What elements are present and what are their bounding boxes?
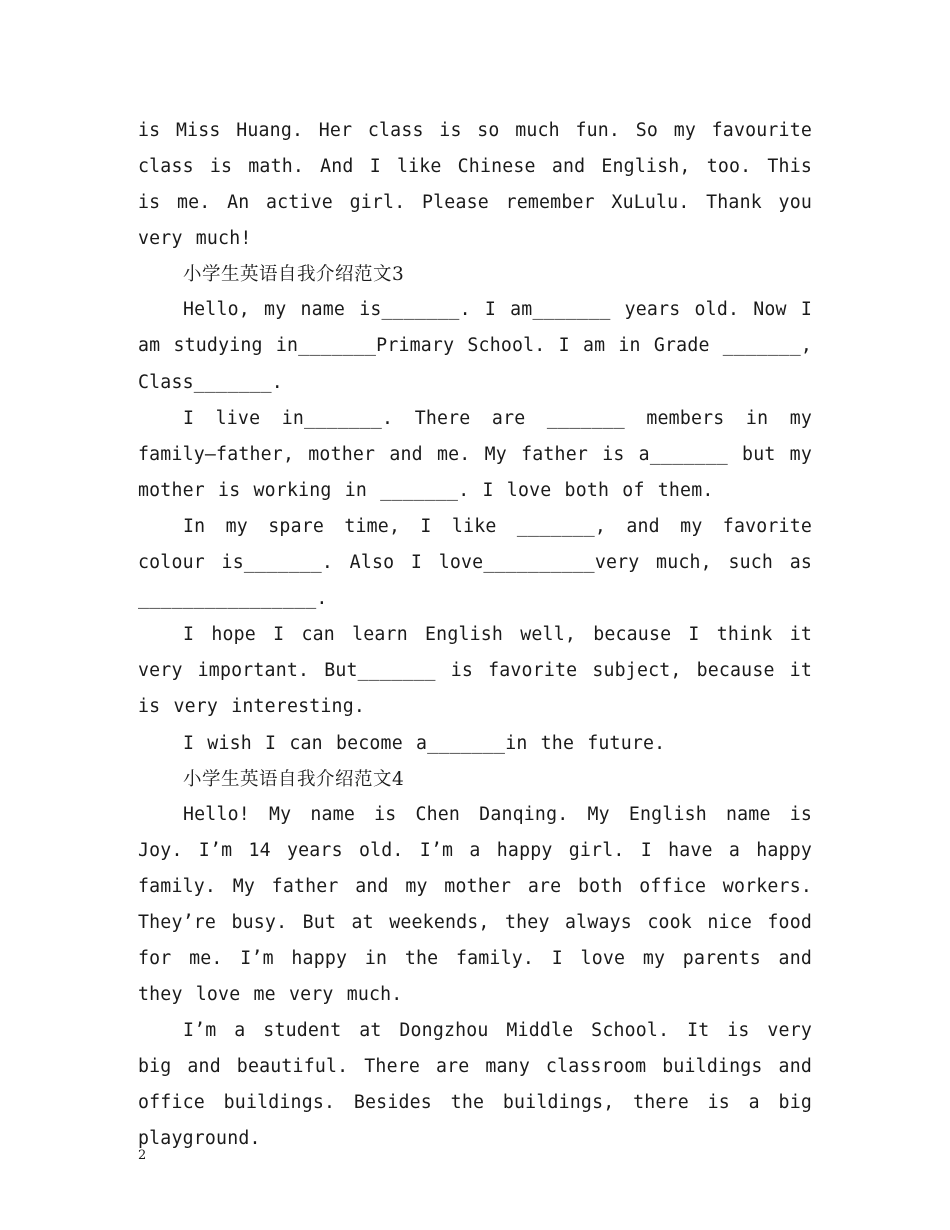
paragraph-joy-school: I’m a student at Dongzhou Middle School. It is very big and beautiful. There are many classroom buildings and office buildings. Besides the buildings, there is a big playground. [138,1020,812,1150]
paragraph-english-template: I hope I can learn English well, because I think it very important. But_______ is favorite subject, because it is very interesting. [138,624,812,718]
section-heading-4: 小学生英语自我介绍范文4 [183,768,405,790]
section-heading-3: 小学生英语自我介绍范文3 [183,264,405,286]
page-number: 2 [138,1148,147,1163]
paragraph-hobby-template: In my spare time, I like _______, and my favorite colour is_______. Also I love__________very much, such as ________________. [138,515,812,610]
paragraph-joy-family: Hello! My name is Chen Danqing. My English name is Joy. I’m 14 years old. I’m a happy girl. I have a happy family. My father and my mother are both office workers. They’re busy. But at weekends, they always cook nice food for me. I’m happy in the family. I love my parents and they love me very much. [138,803,812,1006]
paragraph-intro-template: Hello, my name is_______. I am_______ years old. Now I am studying in_______Primary School. I am in Grade _______, Class_______. [138,299,812,393]
paragraph-future-template: I wish I can become a_______in the future. [183,732,666,754]
paragraph-continuation: is Miss Huang. Her class is so much fun. So my favourite class is math. And I like Chinese and English, too. This is me. An active girl. Please remember XuLulu. Thank you very much! [138,120,812,250]
document-body [138,113,812,1158]
paragraph-family-template: I live in_______. There are _______ members in my family—father, mother and me. My father is a_______ but my mother is working in _______. I love both of them. [138,407,812,501]
